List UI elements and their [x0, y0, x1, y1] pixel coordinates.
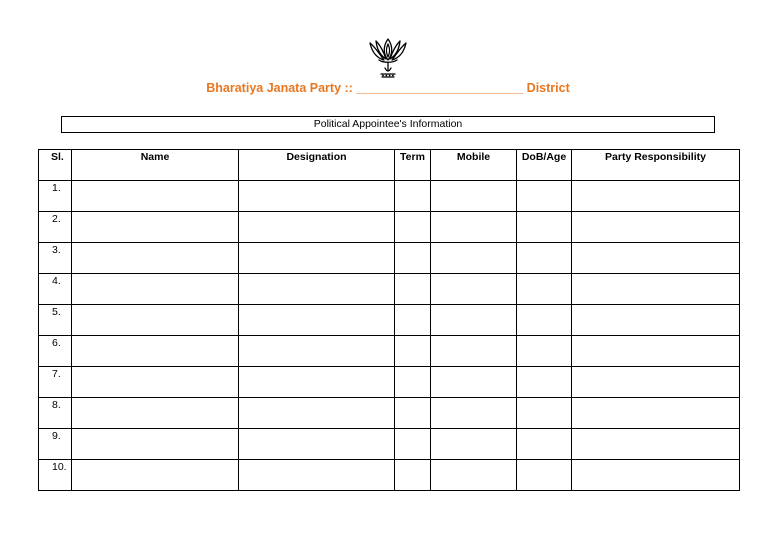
column-header-mobile: Mobile [431, 150, 517, 181]
cell-name[interactable] [72, 243, 239, 274]
column-header-term: Term [395, 150, 431, 181]
cell-term[interactable] [395, 274, 431, 305]
cell-party-responsibility[interactable] [572, 398, 740, 429]
cell-designation[interactable] [239, 212, 395, 243]
cell-dob-age[interactable] [517, 336, 572, 367]
cell-term[interactable] [395, 460, 431, 491]
cell-party-responsibility[interactable] [572, 460, 740, 491]
cell-name[interactable] [72, 212, 239, 243]
table-header-row [39, 150, 740, 181]
cell-term[interactable] [395, 181, 431, 212]
cell-term[interactable] [395, 398, 431, 429]
district-blank: ________________________ [356, 81, 524, 95]
row-serial-number: 9. [39, 429, 72, 460]
cell-dob-age[interactable] [517, 212, 572, 243]
cell-term[interactable] [395, 429, 431, 460]
appointee-table [38, 149, 740, 491]
cell-mobile[interactable] [431, 181, 517, 212]
cell-name[interactable] [72, 367, 239, 398]
row-serial-number: 7. [39, 367, 72, 398]
cell-term[interactable] [395, 212, 431, 243]
cell-party-responsibility[interactable] [572, 181, 740, 212]
row-serial-number: 10. [39, 460, 72, 491]
table-row [39, 274, 740, 305]
column-header-designation: Designation [239, 150, 395, 181]
cell-dob-age[interactable] [517, 181, 572, 212]
cell-name[interactable] [72, 181, 239, 212]
cell-party-responsibility[interactable] [572, 274, 740, 305]
table-row [39, 460, 740, 491]
cell-designation[interactable] [239, 181, 395, 212]
info-title: Political Appointee's Information [313, 118, 463, 130]
cell-mobile[interactable] [431, 212, 517, 243]
column-header-name: Name [72, 150, 239, 181]
cell-dob-age[interactable] [517, 274, 572, 305]
cell-dob-age[interactable] [517, 243, 572, 274]
page-title [0, 81, 768, 95]
cell-dob-age[interactable] [517, 460, 572, 491]
cell-name[interactable] [72, 305, 239, 336]
table-row [39, 398, 740, 429]
cell-designation[interactable] [239, 429, 395, 460]
cell-term[interactable] [395, 367, 431, 398]
cell-mobile[interactable] [431, 460, 517, 491]
row-serial-number: 8. [39, 398, 72, 429]
cell-mobile[interactable] [431, 398, 517, 429]
cell-term[interactable] [395, 305, 431, 336]
district-label: District [526, 81, 570, 95]
cell-party-responsibility[interactable] [572, 429, 740, 460]
cell-mobile[interactable] [431, 367, 517, 398]
table-row [39, 429, 740, 460]
cell-mobile[interactable] [431, 429, 517, 460]
cell-name[interactable] [72, 429, 239, 460]
column-header-dob-age: DoB/Age [517, 150, 572, 181]
cell-party-responsibility[interactable] [572, 243, 740, 274]
table-body [39, 181, 740, 491]
cell-dob-age[interactable] [517, 398, 572, 429]
cell-mobile[interactable] [431, 305, 517, 336]
cell-name[interactable] [72, 460, 239, 491]
cell-mobile[interactable] [431, 243, 517, 274]
cell-mobile[interactable] [431, 274, 517, 305]
cell-party-responsibility[interactable] [572, 305, 740, 336]
cell-dob-age[interactable] [517, 305, 572, 336]
cell-term[interactable] [395, 336, 431, 367]
cell-party-responsibility[interactable] [572, 367, 740, 398]
cell-dob-age[interactable] [517, 429, 572, 460]
table-row [39, 336, 740, 367]
cell-mobile[interactable] [431, 336, 517, 367]
row-serial-number: 5. [39, 305, 72, 336]
lotus-emblem-icon [367, 38, 409, 80]
cell-designation[interactable] [239, 460, 395, 491]
row-serial-number: 4. [39, 274, 72, 305]
cell-name[interactable] [72, 274, 239, 305]
table-row [39, 243, 740, 274]
table-row [39, 305, 740, 336]
cell-designation[interactable] [239, 305, 395, 336]
cell-designation[interactable] [239, 367, 395, 398]
info-title-box [61, 116, 715, 133]
cell-designation[interactable] [239, 398, 395, 429]
cell-designation[interactable] [239, 274, 395, 305]
column-header-sl: Sl. [39, 150, 72, 181]
party-name: Bharatiya Janata Party :: [206, 81, 353, 95]
cell-designation[interactable] [239, 336, 395, 367]
table-row [39, 367, 740, 398]
cell-term[interactable] [395, 243, 431, 274]
cell-name[interactable] [72, 336, 239, 367]
table-row [39, 181, 740, 212]
cell-dob-age[interactable] [517, 367, 572, 398]
row-serial-number: 6. [39, 336, 72, 367]
row-serial-number: 3. [39, 243, 72, 274]
cell-party-responsibility[interactable] [572, 336, 740, 367]
row-serial-number: 1. [39, 181, 72, 212]
cell-party-responsibility[interactable] [572, 212, 740, 243]
cell-designation[interactable] [239, 243, 395, 274]
column-header-party-responsibility: Party Responsibility [572, 150, 740, 181]
cell-name[interactable] [72, 398, 239, 429]
row-serial-number: 2. [39, 212, 72, 243]
table-row [39, 212, 740, 243]
